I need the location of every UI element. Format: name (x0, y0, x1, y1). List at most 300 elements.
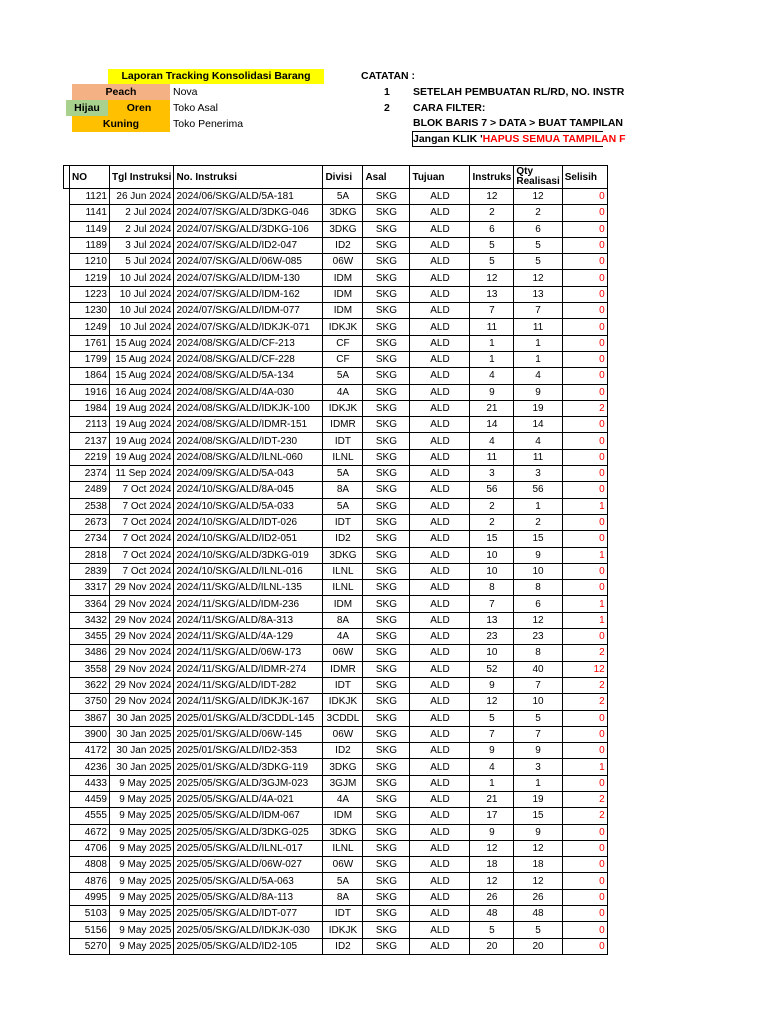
cell-no[interactable]: 2489 (70, 482, 110, 498)
cell-no[interactable]: 3455 (70, 629, 110, 645)
cell-no-instruksi[interactable]: 2024/07/SKG/ALD/06W-085 (174, 254, 323, 270)
cell-selisih[interactable]: 2 (562, 677, 607, 693)
cell-no[interactable]: 4706 (70, 840, 110, 856)
cell-asal[interactable]: SKG (363, 775, 410, 791)
cell-tgl[interactable]: 7 Oct 2024 (110, 498, 174, 514)
cell-qty-instruksi[interactable]: 12 (470, 270, 514, 286)
cell-divisi[interactable]: 4A (323, 629, 363, 645)
cell-tgl[interactable]: 29 Nov 2024 (110, 661, 174, 677)
cell-divisi[interactable]: 06W (323, 645, 363, 661)
cell-tgl[interactable]: 9 May 2025 (110, 889, 174, 905)
cell-qty-instruksi[interactable]: 12 (470, 189, 514, 205)
cell-qty-realisasi[interactable]: 5 (514, 254, 562, 270)
cell-divisi[interactable]: ID2 (323, 237, 363, 253)
cell-no-instruksi[interactable]: 2025/01/SKG/ALD/ID2-353 (174, 743, 323, 759)
cell-no[interactable]: 2538 (70, 498, 110, 514)
cell-no[interactable]: 1141 (70, 205, 110, 221)
cell-tgl[interactable]: 2 Jul 2024 (110, 221, 174, 237)
cell-no-instruksi[interactable]: 2025/05/SKG/ALD/ID2-105 (174, 938, 323, 954)
cell-tgl[interactable]: 9 May 2025 (110, 824, 174, 840)
cell-qty-instruksi[interactable]: 5 (470, 710, 514, 726)
cell-tgl[interactable]: 19 Aug 2024 (110, 449, 174, 465)
cell-no[interactable]: 1230 (70, 303, 110, 319)
cell-selisih[interactable]: 0 (562, 775, 607, 791)
cell-selisih[interactable]: 2 (562, 791, 607, 807)
cell-qty-instruksi[interactable]: 17 (470, 808, 514, 824)
cell-tujuan[interactable]: ALD (410, 466, 470, 482)
cell-tgl[interactable]: 7 Oct 2024 (110, 482, 174, 498)
cell-selisih[interactable]: 0 (562, 710, 607, 726)
cell-no[interactable]: 3750 (70, 694, 110, 710)
cell-selisih[interactable]: 0 (562, 873, 607, 889)
cell-no[interactable]: 3558 (70, 661, 110, 677)
cell-qty-realisasi[interactable]: 7 (514, 677, 562, 693)
cell-no[interactable]: 3867 (70, 710, 110, 726)
cell-qty-realisasi[interactable]: 6 (514, 221, 562, 237)
cell-no[interactable]: 5103 (70, 906, 110, 922)
cell-divisi[interactable]: CF (323, 351, 363, 367)
cell-divisi[interactable]: IDMR (323, 417, 363, 433)
cell-selisih[interactable]: 1 (562, 596, 607, 612)
cell-selisih[interactable]: 0 (562, 482, 607, 498)
cell-selisih[interactable]: 0 (562, 368, 607, 384)
cell-qty-instruksi[interactable]: 18 (470, 857, 514, 873)
cell-divisi[interactable]: 3CDDL (323, 710, 363, 726)
cell-divisi[interactable]: 06W (323, 726, 363, 742)
cell-no[interactable]: 2839 (70, 563, 110, 579)
cell-selisih[interactable]: 2 (562, 400, 607, 416)
cell-no[interactable]: 2818 (70, 547, 110, 563)
cell-no[interactable]: 2673 (70, 514, 110, 530)
cell-no-instruksi[interactable]: 2024/11/SKG/ALD/IDT-282 (174, 677, 323, 693)
cell-tujuan[interactable]: ALD (410, 661, 470, 677)
cell-asal[interactable]: SKG (363, 645, 410, 661)
cell-no[interactable]: 4808 (70, 857, 110, 873)
cell-no-instruksi[interactable]: 2024/11/SKG/ALD/8A-313 (174, 612, 323, 628)
cell-divisi[interactable]: 3DKG (323, 221, 363, 237)
cell-tujuan[interactable]: ALD (410, 547, 470, 563)
cell-tgl[interactable]: 29 Nov 2024 (110, 612, 174, 628)
cell-no-instruksi[interactable]: 2024/08/SKG/ALD/CF-228 (174, 351, 323, 367)
cell-qty-realisasi[interactable]: 10 (514, 563, 562, 579)
cell-no-instruksi[interactable]: 2024/10/SKG/ALD/ID2-051 (174, 531, 323, 547)
cell-qty-instruksi[interactable]: 23 (470, 629, 514, 645)
cell-divisi[interactable]: ID2 (323, 743, 363, 759)
cell-asal[interactable]: SKG (363, 466, 410, 482)
cell-asal[interactable]: SKG (363, 237, 410, 253)
cell-tgl[interactable]: 19 Aug 2024 (110, 417, 174, 433)
cell-no[interactable]: 1916 (70, 384, 110, 400)
cell-qty-realisasi[interactable]: 40 (514, 661, 562, 677)
cell-tgl[interactable]: 5 Jul 2024 (110, 254, 174, 270)
cell-tgl[interactable]: 9 May 2025 (110, 938, 174, 954)
cell-no-instruksi[interactable]: 2024/07/SKG/ALD/IDKJK-071 (174, 319, 323, 335)
cell-divisi[interactable]: IDMR (323, 661, 363, 677)
cell-no[interactable]: 1761 (70, 335, 110, 351)
cell-no-instruksi[interactable]: 2024/07/SKG/ALD/3DKG-106 (174, 221, 323, 237)
cell-qty-instruksi[interactable]: 21 (470, 791, 514, 807)
cell-divisi[interactable]: 8A (323, 482, 363, 498)
cell-qty-realisasi[interactable]: 3 (514, 466, 562, 482)
cell-selisih[interactable]: 0 (562, 221, 607, 237)
cell-divisi[interactable]: IDT (323, 677, 363, 693)
cell-no-instruksi[interactable]: 2024/07/SKG/ALD/3DKG-046 (174, 205, 323, 221)
col-header-asal[interactable]: Asal (363, 166, 410, 189)
cell-no[interactable]: 4995 (70, 889, 110, 905)
cell-qty-instruksi[interactable]: 12 (470, 840, 514, 856)
cell-qty-realisasi[interactable]: 9 (514, 743, 562, 759)
cell-selisih[interactable]: 0 (562, 466, 607, 482)
cell-tujuan[interactable]: ALD (410, 254, 470, 270)
cell-qty-realisasi[interactable]: 10 (514, 694, 562, 710)
cell-qty-realisasi[interactable]: 8 (514, 580, 562, 596)
cell-no[interactable]: 5270 (70, 938, 110, 954)
cell-no[interactable]: 4433 (70, 775, 110, 791)
cell-tujuan[interactable]: ALD (410, 205, 470, 221)
cell-asal[interactable]: SKG (363, 743, 410, 759)
cell-tgl[interactable]: 7 Oct 2024 (110, 563, 174, 579)
cell-tujuan[interactable]: ALD (410, 498, 470, 514)
cell-no[interactable]: 4555 (70, 808, 110, 824)
cell-no[interactable]: 4876 (70, 873, 110, 889)
cell-tujuan[interactable]: ALD (410, 449, 470, 465)
cell-qty-realisasi[interactable]: 13 (514, 286, 562, 302)
cell-divisi[interactable]: IDT (323, 514, 363, 530)
cell-tujuan[interactable]: ALD (410, 743, 470, 759)
cell-qty-realisasi[interactable]: 56 (514, 482, 562, 498)
cell-tujuan[interactable]: ALD (410, 286, 470, 302)
cell-no-instruksi[interactable]: 2025/05/SKG/ALD/IDKJK-030 (174, 922, 323, 938)
cell-divisi[interactable]: ILNL (323, 449, 363, 465)
cell-no-instruksi[interactable]: 2025/01/SKG/ALD/3DKG-119 (174, 759, 323, 775)
cell-no-instruksi[interactable]: 2024/11/SKG/ALD/IDM-236 (174, 596, 323, 612)
cell-tujuan[interactable]: ALD (410, 384, 470, 400)
cell-selisih[interactable]: 0 (562, 286, 607, 302)
cell-asal[interactable]: SKG (363, 824, 410, 840)
cell-divisi[interactable]: IDKJK (323, 922, 363, 938)
cell-tujuan[interactable]: ALD (410, 759, 470, 775)
cell-asal[interactable]: SKG (363, 661, 410, 677)
cell-qty-realisasi[interactable]: 48 (514, 906, 562, 922)
cell-no-instruksi[interactable]: 2024/10/SKG/ALD/8A-045 (174, 482, 323, 498)
cell-qty-instruksi[interactable]: 2 (470, 205, 514, 221)
cell-divisi[interactable]: 5A (323, 466, 363, 482)
cell-asal[interactable]: SKG (363, 368, 410, 384)
cell-selisih[interactable]: 0 (562, 889, 607, 905)
col-header-qty-realisasi[interactable] (514, 166, 562, 189)
cell-qty-realisasi[interactable]: 14 (514, 417, 562, 433)
cell-no-instruksi[interactable]: 2025/05/SKG/ALD/ILNL-017 (174, 840, 323, 856)
cell-tgl[interactable]: 26 Jun 2024 (110, 189, 174, 205)
cell-divisi[interactable]: 3DKG (323, 547, 363, 563)
cell-selisih[interactable]: 0 (562, 840, 607, 856)
cell-asal[interactable]: SKG (363, 335, 410, 351)
cell-selisih[interactable]: 0 (562, 514, 607, 530)
cell-tujuan[interactable]: ALD (410, 694, 470, 710)
cell-qty-instruksi[interactable]: 10 (470, 547, 514, 563)
cell-tujuan[interactable]: ALD (410, 335, 470, 351)
cell-asal[interactable]: SKG (363, 938, 410, 954)
cell-divisi[interactable]: 4A (323, 384, 363, 400)
cell-selisih[interactable]: 0 (562, 351, 607, 367)
cell-selisih[interactable]: 1 (562, 612, 607, 628)
cell-qty-realisasi[interactable]: 7 (514, 726, 562, 742)
cell-no[interactable]: 1864 (70, 368, 110, 384)
cell-divisi[interactable]: ID2 (323, 938, 363, 954)
cell-no-instruksi[interactable]: 2025/05/SKG/ALD/5A-063 (174, 873, 323, 889)
cell-qty-instruksi[interactable]: 7 (470, 303, 514, 319)
cell-qty-instruksi[interactable]: 4 (470, 759, 514, 775)
cell-selisih[interactable]: 0 (562, 922, 607, 938)
cell-tujuan[interactable]: ALD (410, 775, 470, 791)
cell-selisih[interactable]: 0 (562, 906, 607, 922)
cell-qty-instruksi[interactable]: 9 (470, 677, 514, 693)
cell-no-instruksi[interactable]: 2024/07/SKG/ALD/IDM-162 (174, 286, 323, 302)
cell-qty-instruksi[interactable]: 1 (470, 351, 514, 367)
cell-no[interactable]: 3364 (70, 596, 110, 612)
cell-selisih[interactable]: 0 (562, 580, 607, 596)
cell-tgl[interactable]: 10 Jul 2024 (110, 303, 174, 319)
cell-no[interactable]: 4236 (70, 759, 110, 775)
cell-qty-realisasi[interactable]: 11 (514, 449, 562, 465)
cell-asal[interactable]: SKG (363, 531, 410, 547)
cell-no-instruksi[interactable]: 2024/08/SKG/ALD/IDKJK-100 (174, 400, 323, 416)
cell-qty-realisasi[interactable]: 1 (514, 335, 562, 351)
cell-no-instruksi[interactable]: 2024/11/SKG/ALD/IDKJK-167 (174, 694, 323, 710)
cell-selisih[interactable]: 0 (562, 433, 607, 449)
cell-no-instruksi[interactable]: 2025/05/SKG/ALD/IDM-067 (174, 808, 323, 824)
cell-qty-realisasi[interactable]: 12 (514, 612, 562, 628)
cell-asal[interactable]: SKG (363, 563, 410, 579)
cell-tujuan[interactable]: ALD (410, 303, 470, 319)
cell-qty-instruksi[interactable]: 5 (470, 237, 514, 253)
cell-tgl[interactable]: 7 Oct 2024 (110, 514, 174, 530)
cell-tujuan[interactable]: ALD (410, 938, 470, 954)
cell-tujuan[interactable]: ALD (410, 922, 470, 938)
cell-tujuan[interactable]: ALD (410, 710, 470, 726)
cell-no-instruksi[interactable]: 2024/10/SKG/ALD/IDT-026 (174, 514, 323, 530)
cell-tujuan[interactable]: ALD (410, 189, 470, 205)
cell-tgl[interactable]: 29 Nov 2024 (110, 694, 174, 710)
cell-divisi[interactable]: 06W (323, 254, 363, 270)
cell-tujuan[interactable]: ALD (410, 368, 470, 384)
cell-tujuan[interactable]: ALD (410, 270, 470, 286)
cell-asal[interactable]: SKG (363, 547, 410, 563)
cell-qty-realisasi[interactable]: 12 (514, 840, 562, 856)
cell-qty-instruksi[interactable]: 26 (470, 889, 514, 905)
cell-tujuan[interactable]: ALD (410, 857, 470, 873)
cell-no-instruksi[interactable]: 2024/08/SKG/ALD/ILNL-060 (174, 449, 323, 465)
cell-qty-instruksi[interactable]: 1 (470, 775, 514, 791)
cell-qty-realisasi[interactable]: 20 (514, 938, 562, 954)
cell-divisi[interactable]: 3DKG (323, 824, 363, 840)
cell-tgl[interactable]: 9 May 2025 (110, 873, 174, 889)
cell-asal[interactable]: SKG (363, 726, 410, 742)
cell-qty-realisasi[interactable]: 7 (514, 303, 562, 319)
cell-no[interactable]: 1223 (70, 286, 110, 302)
cell-divisi[interactable]: 5A (323, 873, 363, 889)
col-header-divisi[interactable]: Divisi (323, 166, 363, 189)
cell-selisih[interactable]: 0 (562, 303, 607, 319)
cell-asal[interactable]: SKG (363, 889, 410, 905)
cell-divisi[interactable]: 5A (323, 189, 363, 205)
cell-tgl[interactable]: 15 Aug 2024 (110, 351, 174, 367)
cell-tujuan[interactable]: ALD (410, 351, 470, 367)
cell-divisi[interactable]: IDT (323, 433, 363, 449)
cell-tgl[interactable]: 30 Jan 2025 (110, 710, 174, 726)
cell-selisih[interactable]: 0 (562, 938, 607, 954)
cell-no[interactable]: 2113 (70, 417, 110, 433)
cell-no-instruksi[interactable]: 2024/07/SKG/ALD/IDM-130 (174, 270, 323, 286)
cell-no-instruksi[interactable]: 2024/11/SKG/ALD/06W-173 (174, 645, 323, 661)
cell-no[interactable]: 3317 (70, 580, 110, 596)
cell-asal[interactable]: SKG (363, 319, 410, 335)
cell-no-instruksi[interactable]: 2024/09/SKG/ALD/5A-043 (174, 466, 323, 482)
cell-asal[interactable]: SKG (363, 270, 410, 286)
cell-qty-realisasi[interactable]: 15 (514, 531, 562, 547)
col-header-tgl[interactable]: Tgl Instruksi (110, 166, 174, 189)
cell-selisih[interactable]: 0 (562, 319, 607, 335)
cell-tgl[interactable]: 7 Oct 2024 (110, 531, 174, 547)
col-header-tujuan[interactable]: Tujuan (410, 166, 470, 189)
cell-no-instruksi[interactable]: 2024/08/SKG/ALD/IDT-230 (174, 433, 323, 449)
cell-asal[interactable]: SKG (363, 873, 410, 889)
cell-tujuan[interactable]: ALD (410, 319, 470, 335)
cell-tgl[interactable]: 11 Sep 2024 (110, 466, 174, 482)
cell-tujuan[interactable]: ALD (410, 889, 470, 905)
cell-qty-realisasi[interactable]: 23 (514, 629, 562, 645)
cell-tgl[interactable]: 15 Aug 2024 (110, 368, 174, 384)
cell-no[interactable]: 4672 (70, 824, 110, 840)
cell-no-instruksi[interactable]: 2024/08/SKG/ALD/4A-030 (174, 384, 323, 400)
cell-no-instruksi[interactable]: 2024/11/SKG/ALD/ILNL-135 (174, 580, 323, 596)
cell-asal[interactable]: SKG (363, 482, 410, 498)
cell-qty-instruksi[interactable]: 56 (470, 482, 514, 498)
cell-tgl[interactable]: 29 Nov 2024 (110, 580, 174, 596)
cell-no[interactable]: 3622 (70, 677, 110, 693)
cell-qty-realisasi[interactable]: 5 (514, 710, 562, 726)
cell-no[interactable]: 1984 (70, 400, 110, 416)
cell-no-instruksi[interactable]: 2024/08/SKG/ALD/IDMR-151 (174, 417, 323, 433)
cell-no[interactable]: 2374 (70, 466, 110, 482)
cell-tujuan[interactable]: ALD (410, 417, 470, 433)
cell-tgl[interactable]: 16 Aug 2024 (110, 384, 174, 400)
cell-asal[interactable]: SKG (363, 205, 410, 221)
cell-qty-realisasi[interactable]: 8 (514, 645, 562, 661)
cell-qty-realisasi[interactable]: 18 (514, 857, 562, 873)
col-header-selisih[interactable]: Selisih (562, 166, 607, 189)
cell-divisi[interactable]: 5A (323, 368, 363, 384)
cell-tujuan[interactable]: ALD (410, 531, 470, 547)
cell-divisi[interactable]: IDM (323, 808, 363, 824)
cell-no-instruksi[interactable]: 2025/05/SKG/ALD/3GJM-023 (174, 775, 323, 791)
cell-no-instruksi[interactable]: 2024/10/SKG/ALD/5A-033 (174, 498, 323, 514)
cell-selisih[interactable]: 0 (562, 270, 607, 286)
cell-selisih[interactable]: 2 (562, 808, 607, 824)
cell-divisi[interactable]: 06W (323, 857, 363, 873)
cell-qty-instruksi[interactable]: 5 (470, 254, 514, 270)
cell-tgl[interactable]: 19 Aug 2024 (110, 400, 174, 416)
cell-asal[interactable]: SKG (363, 580, 410, 596)
cell-divisi[interactable]: 3GJM (323, 775, 363, 791)
cell-tujuan[interactable]: ALD (410, 400, 470, 416)
cell-divisi[interactable]: ILNL (323, 580, 363, 596)
cell-qty-instruksi[interactable]: 2 (470, 514, 514, 530)
cell-no[interactable]: 5156 (70, 922, 110, 938)
cell-no-instruksi[interactable]: 2024/07/SKG/ALD/ID2-047 (174, 237, 323, 253)
cell-qty-instruksi[interactable]: 5 (470, 922, 514, 938)
cell-asal[interactable]: SKG (363, 922, 410, 938)
cell-tgl[interactable]: 10 Jul 2024 (110, 270, 174, 286)
cell-tgl[interactable]: 29 Nov 2024 (110, 629, 174, 645)
cell-no[interactable]: 3900 (70, 726, 110, 742)
cell-tujuan[interactable]: ALD (410, 612, 470, 628)
cell-tujuan[interactable]: ALD (410, 629, 470, 645)
cell-no[interactable]: 2219 (70, 449, 110, 465)
cell-tujuan[interactable]: ALD (410, 906, 470, 922)
cell-tgl[interactable]: 10 Jul 2024 (110, 319, 174, 335)
cell-qty-instruksi[interactable]: 8 (470, 580, 514, 596)
cell-no[interactable]: 1189 (70, 237, 110, 253)
cell-divisi[interactable]: 4A (323, 791, 363, 807)
cell-qty-instruksi[interactable]: 12 (470, 873, 514, 889)
cell-qty-instruksi[interactable]: 48 (470, 906, 514, 922)
cell-tujuan[interactable]: ALD (410, 824, 470, 840)
cell-qty-realisasi[interactable]: 12 (514, 189, 562, 205)
cell-no-instruksi[interactable]: 2024/08/SKG/ALD/5A-134 (174, 368, 323, 384)
cell-tgl[interactable]: 9 May 2025 (110, 791, 174, 807)
cell-asal[interactable]: SKG (363, 840, 410, 856)
cell-qty-realisasi[interactable]: 6 (514, 596, 562, 612)
cell-no-instruksi[interactable]: 2025/01/SKG/ALD/3CDDL-145 (174, 710, 323, 726)
cell-no[interactable]: 2734 (70, 531, 110, 547)
cell-asal[interactable]: SKG (363, 629, 410, 645)
cell-asal[interactable]: SKG (363, 694, 410, 710)
cell-divisi[interactable]: IDM (323, 286, 363, 302)
cell-divisi[interactable]: 3DKG (323, 759, 363, 775)
cell-selisih[interactable]: 0 (562, 629, 607, 645)
cell-divisi[interactable]: IDM (323, 270, 363, 286)
cell-no[interactable]: 1219 (70, 270, 110, 286)
cell-qty-realisasi[interactable]: 1 (514, 351, 562, 367)
cell-divisi[interactable]: IDM (323, 596, 363, 612)
cell-divisi[interactable]: 8A (323, 612, 363, 628)
cell-tgl[interactable]: 10 Jul 2024 (110, 286, 174, 302)
cell-qty-instruksi[interactable]: 1 (470, 335, 514, 351)
cell-selisih[interactable]: 12 (562, 661, 607, 677)
cell-qty-instruksi[interactable]: 7 (470, 596, 514, 612)
cell-qty-realisasi[interactable]: 19 (514, 791, 562, 807)
cell-tgl[interactable]: 9 May 2025 (110, 775, 174, 791)
cell-qty-realisasi[interactable]: 1 (514, 775, 562, 791)
cell-no[interactable]: 4459 (70, 791, 110, 807)
cell-selisih[interactable]: 0 (562, 237, 607, 253)
cell-no-instruksi[interactable]: 2025/01/SKG/ALD/06W-145 (174, 726, 323, 742)
cell-selisih[interactable]: 2 (562, 694, 607, 710)
cell-no-instruksi[interactable]: 2024/11/SKG/ALD/IDMR-274 (174, 661, 323, 677)
cell-no-instruksi[interactable]: 2024/11/SKG/ALD/4A-129 (174, 629, 323, 645)
cell-qty-realisasi[interactable]: 4 (514, 368, 562, 384)
cell-tgl[interactable]: 29 Nov 2024 (110, 645, 174, 661)
cell-tujuan[interactable]: ALD (410, 237, 470, 253)
cell-qty-instruksi[interactable]: 4 (470, 433, 514, 449)
cell-tgl[interactable]: 30 Jan 2025 (110, 726, 174, 742)
cell-divisi[interactable]: ILNL (323, 840, 363, 856)
cell-divisi[interactable]: IDKJK (323, 400, 363, 416)
cell-tujuan[interactable]: ALD (410, 791, 470, 807)
cell-tujuan[interactable]: ALD (410, 840, 470, 856)
cell-asal[interactable]: SKG (363, 384, 410, 400)
